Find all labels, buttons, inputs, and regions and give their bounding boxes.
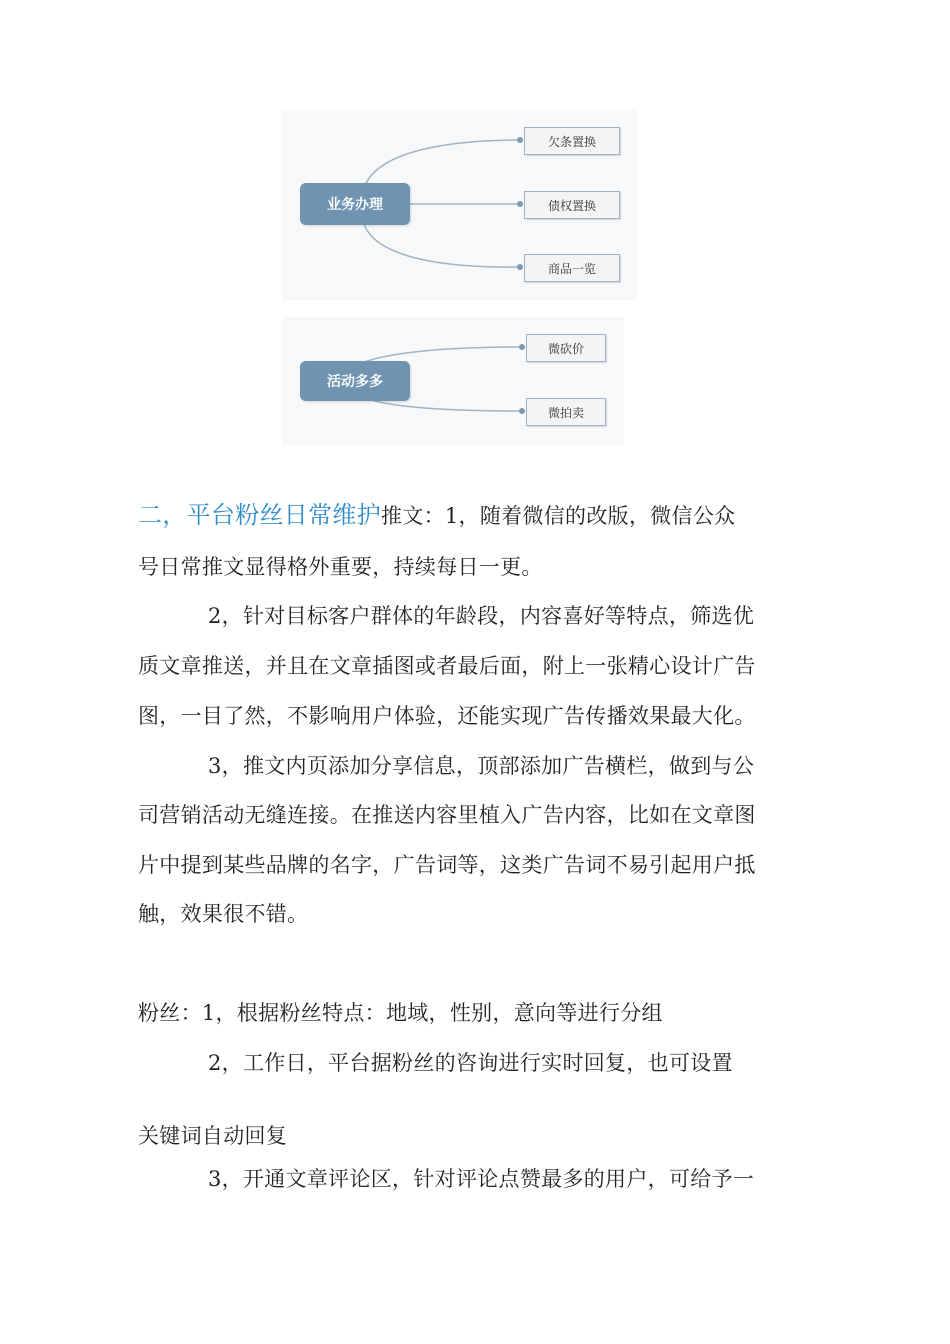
paragraph-line: 2，针对目标客户群体的年龄段，内容喜好等特点，筛选优 [208,604,755,628]
mindmap-leaf-node: 欠条置换 [524,127,620,155]
paragraph-line: 粉丝：1，根据粉丝特点：地域，性别，意向等进行分组 [138,1001,663,1025]
mindmap-root-node: 业务办理 [300,183,410,225]
paragraph-line: 2，工作日，平台据粉丝的咨询进行实时回复，也可设置 [208,1051,733,1075]
mindmap-root-node: 活动多多 [300,361,410,401]
paragraph-line: 司营销活动无缝连接。在推送内容里植入广告内容，比如在文章图 [138,803,756,827]
paragraph-line: 质文章推送，并且在文章插图或者最后面，附上一张精心设计广告 [138,654,756,678]
mindmap-activities [282,317,624,445]
section-heading: 二，平台粉丝日常维护 [138,501,381,529]
paragraph-line: 推文：1，随着微信的改版，微信公众 [381,504,736,528]
paragraph-line: 触，效果很不错。 [138,902,309,926]
mindmap-leaf-node: 商品一览 [524,254,620,282]
section-first-line [138,500,735,531]
mindmap-leaf-node: 微砍价 [526,334,606,362]
paragraph-line: 关键词自动回复 [138,1124,288,1148]
paragraph-line: 3，推文内页添加分享信息，顶部添加广告横栏，做到与公 [208,754,755,778]
paragraph-line: 号日常推文显得格外重要，持续每日一更。 [138,555,543,579]
mindmap-business [282,110,637,300]
paragraph-line: 图，一目了然，不影响用户体验，还能实现广告传播效果最大化。 [138,704,756,728]
paragraph-line: 3，开通文章评论区，针对评论点赞最多的用户，可给予一 [208,1167,755,1191]
mindmap-leaf-node: 债权置换 [524,191,620,219]
paragraph-line: 片中提到某些品牌的名字，广告词等，这类广告词不易引起用户抵 [138,853,756,877]
mindmap-leaf-node: 微拍卖 [526,398,606,426]
